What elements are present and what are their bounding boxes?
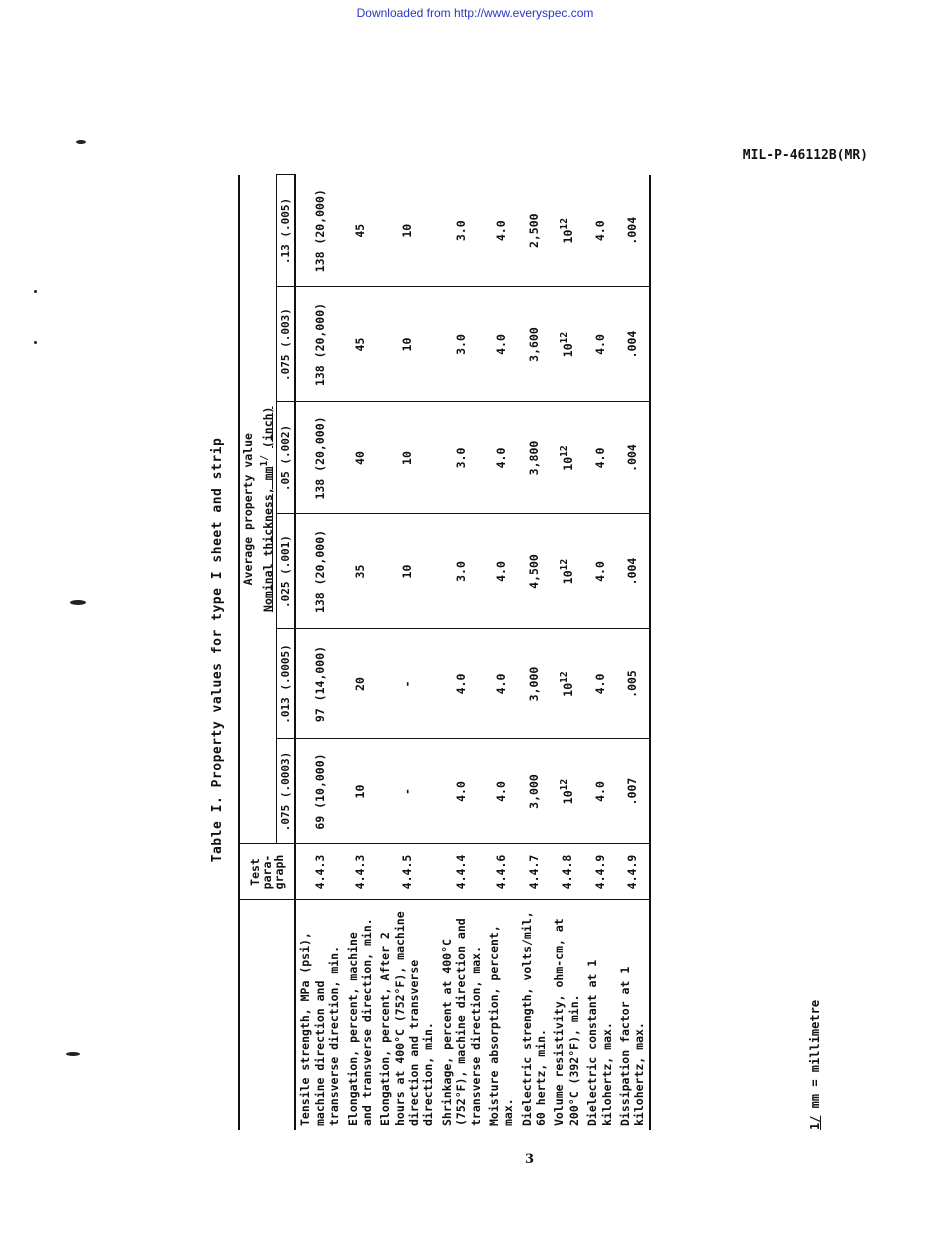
table-row bbox=[485, 175, 518, 1130]
test-paragraph: 4.4.9 bbox=[583, 844, 616, 900]
test-paragraph: 4.4.3 bbox=[344, 844, 377, 900]
document-id: MIL-P-46112B(MR) bbox=[742, 148, 868, 163]
property-value: $10^{12}$ bbox=[550, 287, 583, 402]
property-value: .004 bbox=[616, 287, 650, 402]
property-value: 3,000 bbox=[518, 629, 551, 739]
property-value: 10 bbox=[376, 287, 438, 402]
footnote-mark: 1/ bbox=[808, 1115, 822, 1130]
property-value: $10^{12}$ bbox=[550, 402, 583, 514]
test-paragraph: 4.4.9 bbox=[616, 844, 650, 900]
property-value: 4.0 bbox=[485, 287, 518, 402]
property-value: 4.0 bbox=[592, 220, 607, 242]
table-row bbox=[344, 175, 377, 1130]
average-property-header: Average property value bbox=[239, 175, 257, 844]
property-label: Tensile strength, MPa (psi), machine direction and transverse direction, min. bbox=[295, 900, 343, 1130]
property-value: 4.0 bbox=[583, 739, 616, 844]
property-label: Moisture absorption, percent, max. bbox=[485, 900, 518, 1130]
scan-speck bbox=[34, 341, 37, 344]
property-value: 3.0 bbox=[438, 287, 485, 402]
table-row bbox=[616, 175, 650, 1130]
property-label: Dielectric strength, volts/mil, 60 hertz, min. bbox=[518, 900, 551, 1130]
property-value: 3,000 bbox=[518, 739, 551, 844]
property-value: .004 bbox=[616, 175, 650, 287]
scan-speck bbox=[76, 140, 86, 144]
download-source-link[interactable]: Downloaded from http://www.everyspec.com bbox=[356, 6, 594, 20]
property-value: 4,500 bbox=[518, 514, 551, 629]
scan-speck bbox=[34, 290, 37, 293]
property-value: 4.0 bbox=[583, 514, 616, 629]
test-paragraph-header: Test para- graph bbox=[239, 844, 295, 900]
table-row bbox=[550, 175, 583, 1130]
property-value: 20 bbox=[344, 629, 377, 739]
property-value: 45 bbox=[352, 223, 367, 238]
test-paragraph: 4.4.8 bbox=[550, 844, 583, 900]
table-row bbox=[518, 175, 551, 1130]
property-value: 3.0 bbox=[438, 514, 485, 629]
property-value: 4.0 bbox=[494, 220, 509, 242]
property-value: 4.0 bbox=[485, 514, 518, 629]
property-value: .005 bbox=[616, 629, 650, 739]
property-value: 3.0 bbox=[454, 220, 469, 242]
footnote bbox=[808, 1000, 822, 1130]
property-value: 138 (20,000) bbox=[295, 402, 343, 514]
property-column-header bbox=[239, 900, 295, 1130]
table-row bbox=[583, 175, 616, 1130]
property-value: 4.0 bbox=[485, 629, 518, 739]
table-row bbox=[376, 175, 438, 1130]
thickness-column-header: .025 (.001) bbox=[277, 514, 296, 629]
property-label: Elongation, percent, machine and transverse direction, min. bbox=[344, 900, 377, 1130]
property-value: $10^{12}$ bbox=[558, 218, 575, 244]
property-value: 97 (14,000) bbox=[295, 629, 343, 739]
property-value: 4.0 bbox=[485, 402, 518, 514]
property-value: $10^{12}$ bbox=[550, 629, 583, 739]
property-value: 3.0 bbox=[438, 402, 485, 514]
property-value: 2,500 bbox=[527, 213, 542, 249]
footnote-text: mm = millimetre bbox=[808, 999, 822, 1109]
thickness-column-header: .13 (.005) bbox=[277, 175, 296, 287]
test-paragraph: 4.4.6 bbox=[485, 844, 518, 900]
table-title: Table I. Property values for type I sheet and strip bbox=[210, 437, 225, 863]
thickness-column-header: .075 (.0003) bbox=[277, 739, 296, 844]
property-label: Volume resistivity, ohm-cm, at 200°C (392°F), min. bbox=[550, 900, 583, 1130]
property-value: 4.0 bbox=[583, 402, 616, 514]
property-value: 3,600 bbox=[518, 287, 551, 402]
property-value: .007 bbox=[616, 739, 650, 844]
thickness-column-header: .05 (.002) bbox=[277, 402, 296, 514]
property-value: 138 (20,000) bbox=[313, 189, 328, 273]
property-table bbox=[238, 174, 651, 1130]
property-value: $10^{12}$ bbox=[550, 739, 583, 844]
thickness-column-header: .013 (.0005) bbox=[277, 629, 296, 739]
property-value: 10 bbox=[344, 739, 377, 844]
property-value: 4.0 bbox=[438, 629, 485, 739]
scan-speck bbox=[66, 1052, 80, 1056]
property-value: 40 bbox=[344, 402, 377, 514]
nominal-thickness-header: Nominal thickness, $mm^{1/}$ (inch) bbox=[258, 406, 275, 612]
property-value: 10 bbox=[376, 514, 438, 629]
property-value: 4.0 bbox=[438, 739, 485, 844]
property-value: - bbox=[376, 629, 438, 739]
property-value: 10 bbox=[400, 223, 415, 238]
test-paragraph: 4.4.4 bbox=[438, 844, 485, 900]
thickness-column-header: .075 (.003) bbox=[277, 287, 296, 402]
test-paragraph: 4.4.7 bbox=[518, 844, 551, 900]
property-value: - bbox=[376, 739, 438, 844]
property-value: 138 (20,000) bbox=[295, 287, 343, 402]
table-row bbox=[438, 175, 485, 1130]
table-row bbox=[295, 175, 343, 1130]
property-label: Shrinkage, percent at 400°C (752°F), machine direction and transverse direction, max. bbox=[438, 900, 485, 1130]
property-label: Dissipation factor at 1 kilohertz, max. bbox=[616, 900, 650, 1130]
property-value: 10 bbox=[376, 402, 438, 514]
property-value: .004 bbox=[616, 514, 650, 629]
property-value: 4.0 bbox=[583, 629, 616, 739]
property-value: 4.0 bbox=[583, 287, 616, 402]
test-paragraph: 4.4.5 bbox=[376, 844, 438, 900]
property-value: .004 bbox=[616, 402, 650, 514]
property-value: $10^{12}$ bbox=[550, 514, 583, 629]
property-label: Dielectric constant at 1 kilohertz, max. bbox=[583, 900, 616, 1130]
property-value: 138 (20,000) bbox=[295, 514, 343, 629]
rotated-table-region bbox=[210, 170, 840, 1130]
property-value: 4.0 bbox=[485, 739, 518, 844]
page-number: 3 bbox=[525, 1152, 535, 1167]
property-value: 45 bbox=[344, 287, 377, 402]
property-value: 69 (10,000) bbox=[295, 739, 343, 844]
test-paragraph: 4.4.3 bbox=[295, 844, 343, 900]
scan-speck bbox=[70, 600, 86, 605]
property-value: 35 bbox=[344, 514, 377, 629]
property-label: Elongation, percent, After 2 hours at 400°C (752°F), machine direction and transverse direction, min. bbox=[376, 900, 438, 1130]
property-value: 3,800 bbox=[518, 402, 551, 514]
